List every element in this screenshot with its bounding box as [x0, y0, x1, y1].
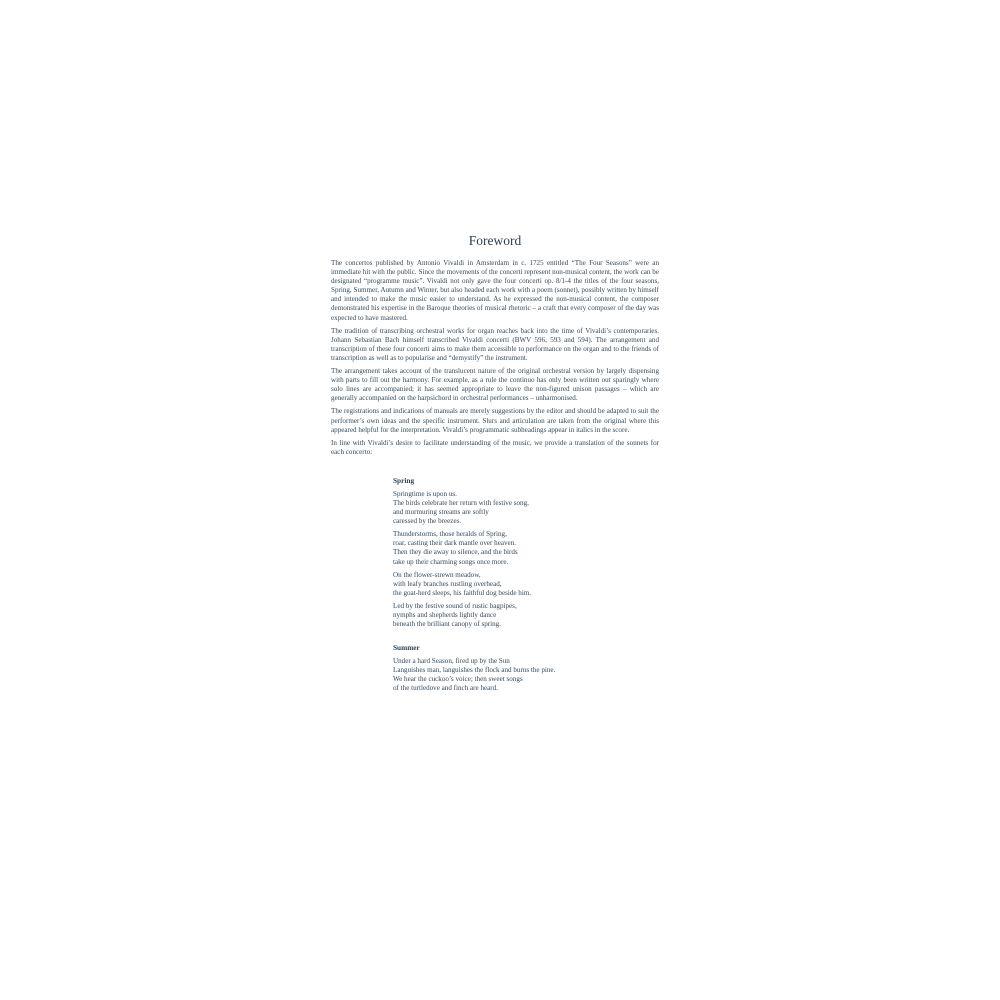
verse-line: the goat-herd sleeps, his faithful dog beside him.: [393, 588, 532, 597]
paragraph-tradition: The tradition of transcribing orchestral works for organ reaches back into the time of Vivaldi’s contemporaries. Johann Sebastian Bach himself transcribed Vivaldi concerti (BWV 596, 593 and 594). The arrangement and transcription of these four concerti aims to make them accessible to performance on the organ and to the friends of transcription as well as to popularise and “demystify” the instrument.: [331, 326, 659, 362]
verse-line: Springtime is upon us.: [393, 489, 457, 498]
verse-line: Under a hard Season, fired up by the Sun: [393, 657, 510, 666]
paragraph-registrations: The registrations and indications of manuals are merely suggestions by the editor and should be adapted to suit the performer’s own ideas and the specific instrument. Slurs and articulation are taken from the original where this appeared helpful for the interpretation. Vivaldi’s programmatic subheadings appear in italics in the score.: [331, 407, 659, 434]
poem-heading-spring: Spring: [393, 475, 415, 485]
stanza: [393, 657, 659, 693]
verse-line: Led by the festive sound of rustic bagpipes,: [393, 601, 517, 610]
paragraph-intro-text: The concertos published by Antonio Vivaldi in Amsterdam in c. 1725 entitled “The Four Seasons” were an immediate hit with the public. Since the movements of the concerti represent non-musical content, the work can be designated “programme music”. Vivaldi not only gave the four concerti op. 8/1-4 the titles of the four seasons, Spring, Summer, Autumn and Winter, but also headed each work with a poem (sonnet), possibly written by himself and intended to make the music easier to understand. As he expressed the non-musical content, the composer demonstrated his expertise in the Baroque theories of musical rhetoric – a craft that every composer of the day was expected to have mastered.: [331, 259, 659, 322]
verse-line: of the turtledove and finch are heard.: [393, 684, 498, 693]
page-title: Foreword: [468, 233, 522, 248]
verse-line: The birds celebrate her return with festive song,: [393, 498, 529, 507]
poem-spring: [393, 476, 659, 629]
verse-line: We hear the cuckoo’s voice; then sweet songs: [393, 675, 523, 684]
stanza: [393, 571, 659, 598]
verse-line: take up their charming songs once more.: [393, 557, 509, 566]
verse-line: and murmuring streams are softly: [393, 508, 489, 517]
stanza: [393, 602, 659, 629]
sonnets-section: [393, 476, 659, 694]
verse-line: with leafy branches rustling overhead,: [393, 579, 502, 588]
paragraph-intro: [331, 259, 659, 323]
verse-line: On the flower-strewn meadow,: [393, 570, 481, 579]
poem-heading-summer: Summer: [393, 643, 420, 653]
verse-line: caressed by the breezes.: [393, 517, 462, 526]
verse-line: Then they die away to silence, and the birds: [393, 548, 518, 557]
paragraph-translation-intro: In line with Vivaldi’s desire to facilitate understanding of the music, we provide a translation of the sonnets for each concerto:: [331, 438, 659, 456]
paragraph-arrangement: The arrangement takes account of the translucent nature of the original orchestral version by largely dispensing with parts to fill out the harmony. For example, as a rule the continuo has only been written out sparingly where solo lines are accompanied; it has seemed appropriate to leave the non-figured unison passages – which are generally accompanied on the harpsichord in orchestral performances – unharmonised.: [331, 367, 659, 403]
document-page: [331, 233, 659, 698]
poem-summer: [393, 643, 659, 693]
verse-line: roar, casting their dark mantle over heaven.: [393, 539, 517, 548]
stanza: [393, 490, 659, 526]
verse-line: Languishes man, languishes the flock and burns the pine.: [393, 666, 556, 675]
verse-line: nymphs and shepherds lightly dance: [393, 611, 497, 619]
verse-line: beneath the brilliant canopy of spring.: [393, 620, 501, 629]
stanza: [393, 530, 659, 566]
verse-line: Thunderstorms, those heralds of Spring,: [393, 530, 507, 539]
